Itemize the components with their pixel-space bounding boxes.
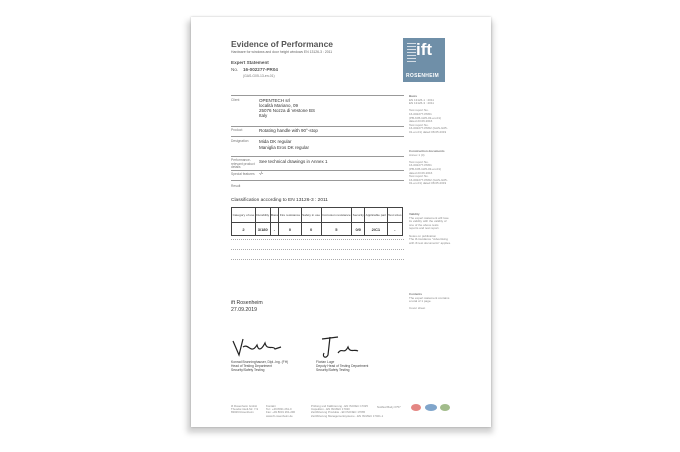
statement-label: Expert Statement (231, 60, 269, 65)
signatory-1-name: Konrad Brunninghauser, Dipl.-Ing. (FH) (231, 360, 289, 364)
contents-line: a total of 1 page. (409, 299, 432, 304)
signatory-1-dept: Security/Safety Testing (231, 367, 265, 372)
validity-line: its validity with the validity of (409, 219, 447, 224)
dotted-divider (231, 239, 404, 240)
construction-line: Test report No. (409, 174, 429, 179)
certification-badge-icon (411, 404, 421, 411)
construction-title: Construction documents (409, 149, 445, 153)
footer-line: 83026 Rosenheim (231, 410, 254, 415)
product-label: Product (231, 128, 243, 132)
client-line-3: 25076 Nozza di Vestone BS (259, 108, 316, 113)
divider (231, 126, 404, 127)
product-value: Rotating handle with 90°-stop (259, 128, 318, 133)
sidebar-validity (409, 213, 451, 245)
classification-heading: Classification according to EN 13126-3 : 2011 (231, 198, 328, 203)
validity-line: Notes on publication (409, 233, 437, 238)
details-value: See technical drawings in Annex 1 (259, 159, 328, 164)
construction-line: 01-en-01) dated 08.05.2019 (409, 181, 447, 186)
value-cell: 0/0 (352, 223, 365, 236)
validity-title: Validity (409, 212, 420, 216)
signatory-1 (231, 361, 288, 372)
header-cell: Applicable part (365, 208, 388, 223)
issuer-date: 27.09.2019 (231, 307, 257, 313)
footer-line: Zertifizierung Managementsysteme - EN ISO/IEC 17021-1 (311, 413, 384, 418)
basis-line: 16-002277-PR02 (GAS-G05- (409, 126, 448, 131)
signature-1 (229, 333, 289, 361)
document-title: Evidence of Performance (231, 39, 334, 49)
validity-line: The ift-Guidance "Advertising (409, 237, 448, 242)
basis-line: 16-002277-PR01 (409, 111, 432, 116)
header-cell: Test sizes (387, 208, 402, 223)
logo-pattern (407, 42, 416, 62)
contents-line: Cover sheet (409, 306, 426, 311)
construction-line: 16-002277-PR02 (GAS-G05- (409, 177, 448, 182)
basis-line: EN 13126-3 : 2011 (409, 101, 434, 106)
number-label: No. (231, 67, 239, 72)
footer-line: Theodor-Gietl-Str. 7-9 (231, 407, 259, 412)
divider (231, 170, 404, 171)
client-line-1: OPENTECH srl (259, 98, 291, 103)
basis-line: 01-en-01) dated 08.05.2019 (409, 129, 447, 134)
result-label: Result (231, 184, 241, 188)
certification-badge-icon (440, 404, 450, 411)
designation-line-1: Mida DK regular (259, 139, 292, 144)
header-cell: Safety in use (301, 208, 321, 223)
special-value: -/- (259, 171, 264, 176)
footer-notified-body: Notified Body 0757 (377, 405, 401, 409)
certification-badge-icon (425, 404, 437, 411)
construction-line: dated 23.06.2016 (409, 170, 433, 175)
validity-line: The expert statement will lose (409, 215, 449, 220)
value-cell: 2/C1 (365, 223, 388, 236)
construction-line: (PB-K05-G05-03-en-01) (409, 166, 442, 171)
validity-line: one of the above tests (409, 222, 439, 227)
footer-line: Zertifizierung Produkte - EN ISO/IEC 17065 (311, 410, 366, 415)
divider (231, 156, 404, 157)
footer-company (231, 405, 258, 415)
validity-line: reports and test report. (409, 226, 440, 231)
document-page (191, 17, 491, 427)
dotted-divider (231, 249, 404, 250)
ift-logo (403, 38, 445, 82)
value-cell: 0 (301, 223, 321, 236)
footer-line: www.ift-rosenheim.de (266, 413, 293, 418)
signature-2 (316, 333, 366, 361)
header-cell: Security (352, 208, 365, 223)
footer-line: Tel.: +49 8031 261-0 (266, 407, 292, 412)
value-cell: 0 (279, 223, 301, 236)
signatory-2-role: Deputy Head of Testing Department (316, 363, 369, 368)
special-label: Special features (231, 172, 255, 176)
header-cell: Durability (255, 208, 270, 223)
footer-accreditation (311, 405, 383, 418)
header-cell: Category of use (232, 208, 256, 223)
table-value-row (232, 223, 403, 236)
contents-title: Contents (409, 292, 422, 296)
value-cell: 2 (232, 223, 256, 236)
signatory-1-role: Head of Testing Department (231, 363, 272, 368)
footer-line: Fax: +49 8031 261-290 (266, 410, 296, 415)
document-subtitle: Hardware for windows and door height windows EN 13126-3 : 2011 (231, 50, 333, 54)
designation-label: Designation (231, 139, 249, 143)
details-label: Performance-relevant product details (231, 158, 255, 170)
header-cell: Corrosion resistance (321, 208, 352, 223)
sidebar-basis (409, 95, 448, 135)
divider (231, 136, 404, 137)
designation-line-2: Maniglia Eros DK regular (259, 145, 310, 150)
basis-line: (PB-K05-G05-03-en-01) (409, 115, 442, 120)
basis-line: dated 23.06.2016 (409, 119, 433, 124)
client-line-2: località Mariano, 09 (259, 103, 299, 108)
signatory-2 (316, 361, 368, 372)
signatory-2-dept: Security/Safety Testing (316, 367, 350, 372)
logo-word: ift (416, 40, 433, 59)
header-cell: Fire resistance (279, 208, 301, 223)
footer-line: Inspektion - EN ISO/IEC 17020 (311, 407, 350, 412)
value-cell: 5 (321, 223, 352, 236)
construction-line: Annex 1 (4) (409, 152, 425, 157)
validity-line: with ift test documents" applies. (409, 240, 451, 245)
construction-line: Test report No. (409, 159, 429, 164)
dotted-divider (231, 259, 404, 260)
divider (231, 95, 404, 96)
contents-line: The expert statement contains (409, 295, 450, 300)
basis-line: EN 13126-1 : 2011 (409, 97, 434, 102)
footer-contact (266, 405, 295, 418)
basis-title: Basis (409, 94, 418, 98)
client-line-4: Italy (259, 113, 268, 118)
header-cell: Mass (270, 208, 279, 223)
value-cell: 3/180 (255, 223, 270, 236)
number-value: 16-002277-PR04 (243, 67, 278, 72)
sidebar-contents (409, 293, 449, 311)
footer-line: Kontakt (266, 404, 276, 408)
table-header-row (232, 208, 403, 223)
signatory-2-name: Florian Luge (316, 360, 335, 364)
basis-line: Test report No. (409, 122, 429, 127)
client-label: Client (231, 98, 240, 102)
value-cell: - (387, 223, 402, 236)
classification-table (231, 207, 403, 236)
basis-line: Test report No. (409, 108, 429, 113)
footer-line: ift Rosenheim GmbH (231, 404, 257, 408)
divider (231, 180, 404, 181)
construction-line: 16-002277-PR01 (409, 163, 432, 168)
issuer-place: ift Rosenheim (231, 300, 263, 306)
sub-number: (GAS-G05-13-en-01) (243, 74, 275, 78)
footer-line: Prüfung und Kalibrierung - EN ISO/IEC 17025 (311, 404, 368, 408)
value-cell: - (270, 223, 279, 236)
logo-org: ROSENHEIM (406, 73, 439, 79)
sidebar-construction (409, 150, 448, 186)
